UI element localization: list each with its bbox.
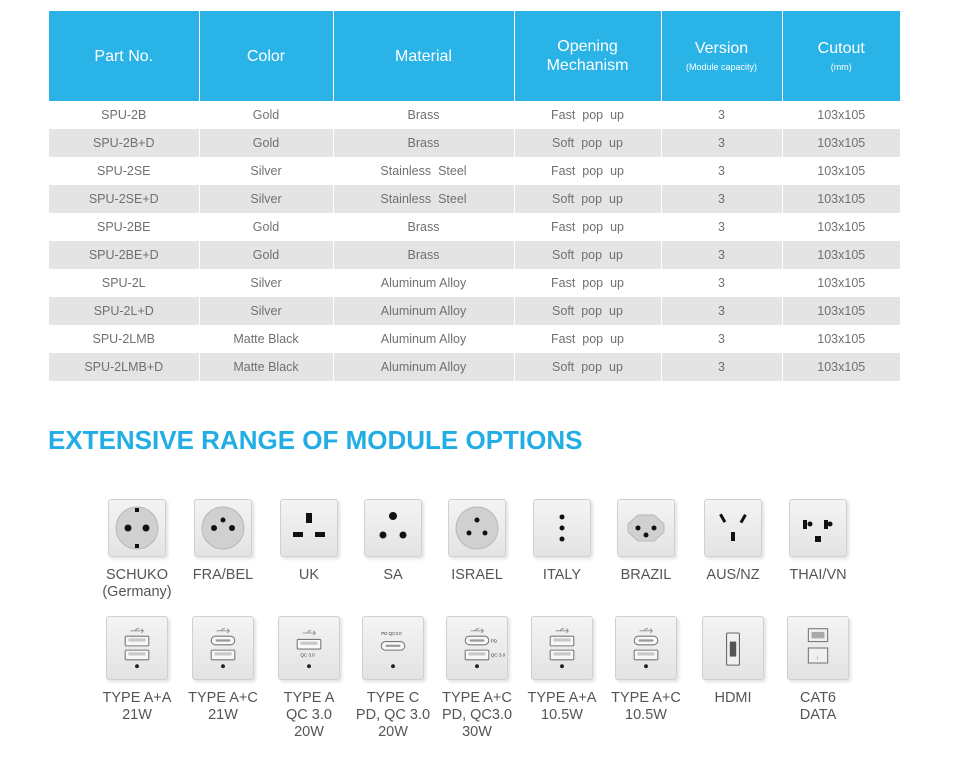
cell-material: Aluminum Alloy: [333, 353, 514, 381]
module-schuko-socket: [92, 499, 182, 601]
israel-socket-icon: [448, 499, 506, 557]
cell-cutout: 103x105: [782, 353, 900, 381]
module-sa-socket: [348, 499, 438, 584]
cell-opening-mechanism: Soft pop up: [514, 297, 661, 325]
module-fra-bel-socket: [178, 499, 268, 584]
module-usb-a-c-pd: [432, 616, 522, 741]
module-label: TYPE A+A 21W: [102, 690, 172, 723]
header-color: Color: [199, 11, 333, 101]
module-label: HDMI: [714, 690, 752, 706]
cell-color: Matte Black: [199, 353, 333, 381]
cell-version: 3: [661, 101, 782, 129]
header-version: Version (Module capacity): [661, 11, 782, 101]
usb-c-pd-icon: [362, 616, 424, 680]
cell-material: Brass: [333, 241, 514, 269]
cell-cutout: 103x105: [782, 241, 900, 269]
module-label: TYPE A+A 10.5W: [527, 690, 597, 723]
cell-opening-mechanism: Soft pop up: [514, 241, 661, 269]
cell-color: Gold: [199, 129, 333, 157]
svg-text:PD: PD: [490, 638, 498, 644]
header-part-no: Part No.: [49, 11, 199, 101]
cell-version: 3: [661, 157, 782, 185]
schuko-socket-icon: [108, 499, 166, 557]
table-row: [49, 353, 900, 381]
cell-part-no: SPU-2BE: [49, 213, 199, 241]
cell-part-no: SPU-2L+D: [49, 297, 199, 325]
cell-opening-mechanism: Fast pop up: [514, 213, 661, 241]
cell-part-no: SPU-2LMB: [49, 325, 199, 353]
module-cat6-port: [773, 616, 863, 724]
module-hdmi-port: [688, 616, 778, 707]
cell-material: Brass: [333, 101, 514, 129]
cell-cutout: 103x105: [782, 213, 900, 241]
cell-opening-mechanism: Soft pop up: [514, 129, 661, 157]
uk-socket-icon: [280, 499, 338, 557]
cell-color: Matte Black: [199, 325, 333, 353]
cat6-port-icon: [787, 616, 849, 680]
cell-version: 3: [661, 241, 782, 269]
module-usb-a-a-small: [517, 616, 607, 724]
cell-cutout: 103x105: [782, 325, 900, 353]
thai-vn-socket-icon: [789, 499, 847, 557]
cell-opening-mechanism: Fast pop up: [514, 269, 661, 297]
usb-a-a-icon: [106, 616, 168, 680]
hdmi-port-icon: [702, 616, 764, 680]
module-brazil-socket: [601, 499, 691, 584]
module-label: BRAZIL: [620, 567, 672, 583]
module-uk-socket: [264, 499, 354, 584]
cell-version: 3: [661, 297, 782, 325]
module-usb-a-c: [178, 616, 268, 724]
module-label: TYPE A+C PD, QC3.0 30W: [441, 690, 513, 740]
module-label: CAT6 DATA: [799, 690, 837, 723]
cell-color: Gold: [199, 241, 333, 269]
cell-color: Silver: [199, 297, 333, 325]
italy-socket-icon: [533, 499, 591, 557]
aus-nz-socket-icon: [704, 499, 762, 557]
module-label: UK: [298, 567, 320, 583]
cell-opening-mechanism: Soft pop up: [514, 353, 661, 381]
cell-cutout: 103x105: [782, 129, 900, 157]
cell-part-no: SPU-2L: [49, 269, 199, 297]
cell-opening-mechanism: Fast pop up: [514, 157, 661, 185]
cell-cutout: 103x105: [782, 185, 900, 213]
cell-opening-mechanism: Fast pop up: [514, 101, 661, 129]
cell-part-no: SPU-2BE+D: [49, 241, 199, 269]
cell-color: Silver: [199, 157, 333, 185]
header-material: Material: [333, 11, 514, 101]
cell-part-no: SPU-2B+D: [49, 129, 199, 157]
cell-cutout: 103x105: [782, 297, 900, 325]
table-row: [49, 269, 900, 297]
table-row: [49, 129, 900, 157]
table-row: [49, 185, 900, 213]
cell-material: Brass: [333, 129, 514, 157]
cell-part-no: SPU-2B: [49, 101, 199, 129]
header-cutout: Cutout (mm): [782, 11, 900, 101]
module-usb-a-c-small: [601, 616, 691, 724]
module-label: ISRAEL: [451, 567, 503, 583]
cell-color: Silver: [199, 185, 333, 213]
svg-text:QC 3.0: QC 3.0: [490, 652, 506, 658]
table-row: [49, 297, 900, 325]
table-row: [49, 325, 900, 353]
cell-cutout: 103x105: [782, 101, 900, 129]
cell-material: Aluminum Alloy: [333, 297, 514, 325]
module-usb-a-a: [92, 616, 182, 724]
sa-socket-icon: [364, 499, 422, 557]
cell-opening-mechanism: Soft pop up: [514, 185, 661, 213]
module-usb-c-pd: [348, 616, 438, 741]
cell-version: 3: [661, 129, 782, 157]
cell-version: 3: [661, 353, 782, 381]
cell-material: Aluminum Alloy: [333, 325, 514, 353]
module-label: FRA/BEL: [192, 567, 254, 583]
spec-table: [49, 11, 900, 381]
svg-text:PD QC3.0: PD QC3.0: [381, 631, 402, 637]
cell-cutout: 103x105: [782, 157, 900, 185]
module-label: SCHUKO (Germany): [102, 567, 172, 600]
cell-version: 3: [661, 269, 782, 297]
cell-part-no: SPU-2SE+D: [49, 185, 199, 213]
cell-part-no: SPU-2SE: [49, 157, 199, 185]
module-thai-vn-socket: [773, 499, 863, 584]
usb-a-c-icon: [192, 616, 254, 680]
header-cutout-sub: (mm): [830, 61, 852, 72]
table-row: [49, 213, 900, 241]
module-label: TYPE A+C 21W: [188, 690, 258, 723]
module-label: AUS/NZ: [706, 567, 760, 583]
module-label: TYPE A QC 3.0 20W: [283, 690, 335, 740]
usb-a-a-small-icon: [531, 616, 593, 680]
cell-color: Gold: [199, 213, 333, 241]
cell-cutout: 103x105: [782, 269, 900, 297]
table-row: [49, 101, 900, 129]
module-israel-socket: [432, 499, 522, 584]
svg-text:↑: ↑: [815, 654, 820, 662]
usb-a-c-pd-icon: [446, 616, 508, 680]
brazil-socket-icon: [617, 499, 675, 557]
module-label: ITALY: [542, 567, 582, 583]
module-usb-a-qc: [264, 616, 354, 741]
module-label: SA: [383, 567, 403, 583]
fra-bel-socket-icon: [194, 499, 252, 557]
table-row: [49, 241, 900, 269]
svg-text:QC 3.0: QC 3.0: [300, 652, 315, 658]
cell-version: 3: [661, 185, 782, 213]
cell-color: Silver: [199, 269, 333, 297]
cell-material: Brass: [333, 213, 514, 241]
module-label: TYPE A+C 10.5W: [611, 690, 681, 723]
header-opening-mechanism: Opening Mechanism: [514, 11, 661, 101]
cell-material: Stainless Steel: [333, 185, 514, 213]
usb-a-qc-icon: [278, 616, 340, 680]
header-version-sub: (Module capacity): [685, 61, 758, 72]
cell-material: Stainless Steel: [333, 157, 514, 185]
cell-color: Gold: [199, 101, 333, 129]
module-aus-nz-socket: [688, 499, 778, 584]
usb-a-c-small-icon: [615, 616, 677, 680]
table-row: [49, 157, 900, 185]
module-label: TYPE C PD, QC 3.0 20W: [355, 690, 431, 740]
cell-version: 3: [661, 213, 782, 241]
cell-version: 3: [661, 325, 782, 353]
cell-part-no: SPU-2LMB+D: [49, 353, 199, 381]
cell-opening-mechanism: Fast pop up: [514, 325, 661, 353]
cell-material: Aluminum Alloy: [333, 269, 514, 297]
module-italy-socket: [517, 499, 607, 584]
module-label: THAI/VN: [789, 567, 847, 583]
module-options-title: EXTENSIVE RANGE OF MODULE OPTIONS: [48, 425, 583, 455]
table-header-row: [49, 11, 900, 101]
